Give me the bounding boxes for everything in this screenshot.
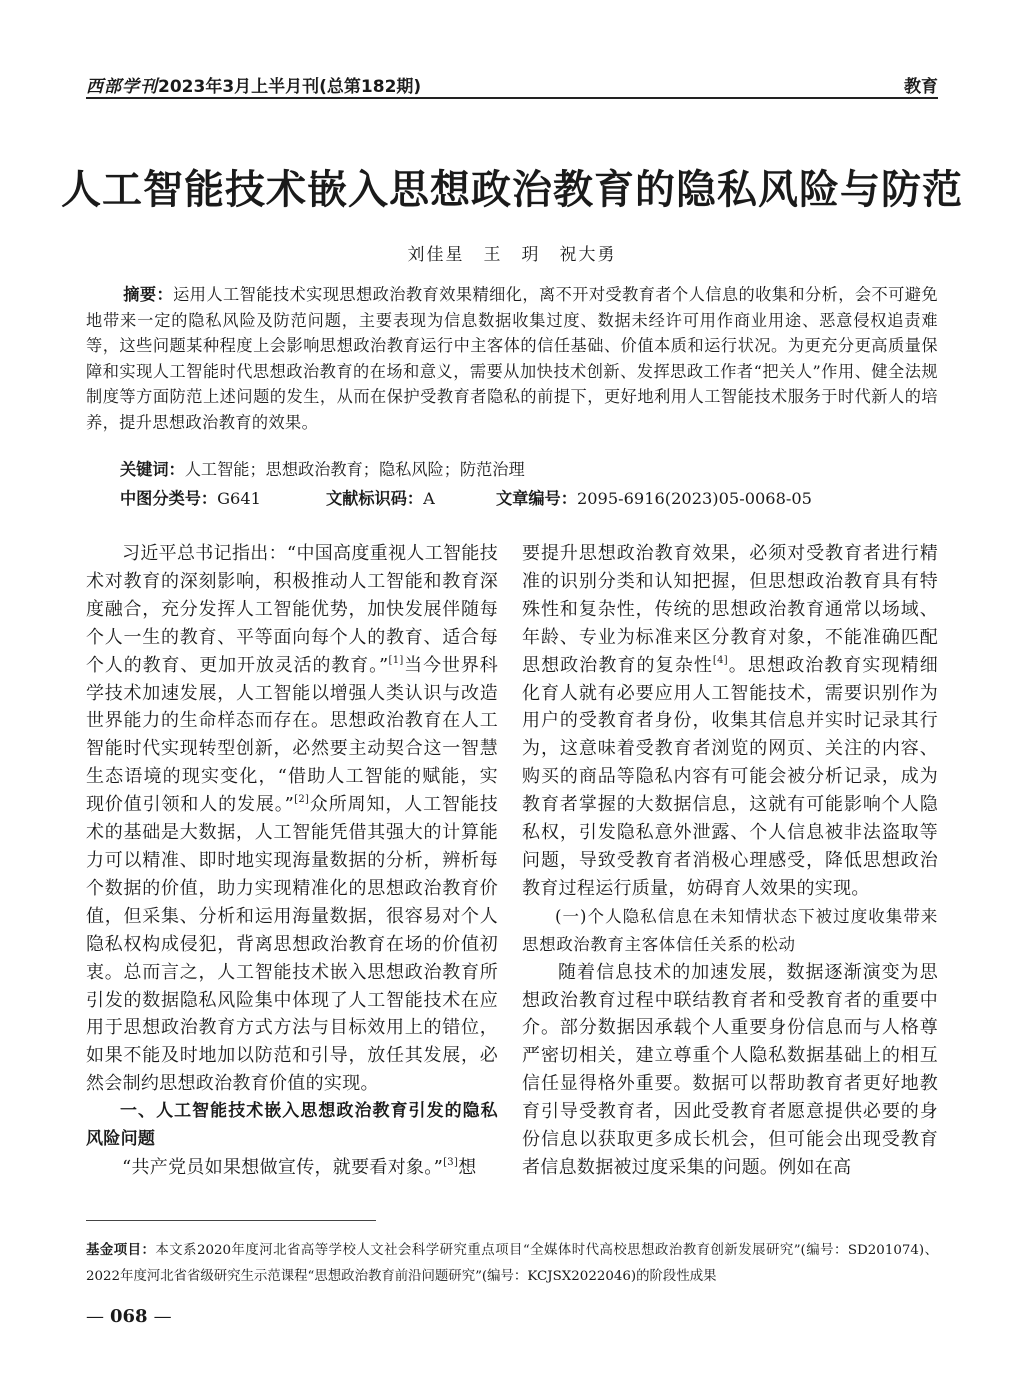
citation-ref: [4] [712,654,728,666]
doc-value: A [423,489,435,508]
text-run: 习近平总书记指出：“中国高度重视人工智能技术对教育的深刻影响，积极推动人工智能和教育深度融合，充分发挥人工智能优势，加快发展伴随每个人一生的教育、平等面向每个人的教育、适合每个人的教育、更加开放灵活的教育。” [86,543,498,676]
article-value: 2095-6916(2023)05-0068-05 [576,489,812,508]
abstract-label: 摘要： [123,285,174,304]
page-number-value: 068 [110,1306,148,1327]
clc-label: 中图分类号： [120,489,218,508]
journal-logo: 西部学刊 [86,77,158,97]
doc-code [326,485,435,509]
footnote-rule [86,1220,376,1221]
text-run: 想 [458,1156,477,1178]
abstract-text: 运用人工智能技术实现思想政治教育效果精细化，离不开对受教育者个人信息的收集和分析，会不可避免地带来一定的隐私风险及防范问题，主要表现为信息数据收集过度、数据未经许可用作商业用途、恶意侵权追责难等，这些问题某种程度上会影响思想政治教育运行中主客体的信任基础、价值本质和运行状况。为更充分更高质量保障和实现人工智能时代思想政治教育的在场和意义，需要从加快技术创新、发挥思政工作者“把关人”作用、健全法规制度等方面防范上述问题的发生，从而在保护受教育者隐私的前提下，更好地利用人工智能技术服务于时代新人的培养，提升思想政治教育的效果。 [86,285,938,432]
keywords-label: 关键词： [120,460,185,479]
clc-code [120,485,261,509]
paragraph [86,1154,498,1182]
article-number [496,485,812,509]
section-heading: 一、人工智能技术嵌入思想政治教育引发的隐私风险问题 [86,1101,498,1150]
article-title: 人工智能技术嵌入思想政治教育的隐私风险与防范 [61,167,963,213]
funding-text: 本文系2020年度河北省高等学校人文社会科学研究重点项目“全媒体时代高校思想政治教育创新发展研究”(编号：SD201074)、2022年度河北省省级研究生示范课程“思想政治教育前沿问题研究”(编号：KCJSX2022046)的阶段性成果 [86,1243,938,1284]
body-column-right [522,540,938,1182]
body-column-left [86,540,498,1182]
text-run: “共产党员如果想做宣传，就要看对象。” [122,1156,444,1178]
abstract [86,282,938,435]
article-label: 文章编号： [496,489,577,508]
page-number: — 068 — [86,1306,172,1327]
clc-value: G641 [217,489,261,508]
keywords-text: 人工智能；思想政治教育；隐私风险；防范治理 [184,460,525,479]
funding-label: 基金项目： [86,1243,156,1258]
funding-note [86,1238,938,1289]
keywords [120,456,525,480]
header-rule [86,97,938,99]
paragraph [86,540,498,1098]
text-run: 要提升思想政治教育效果，必须对受教育者进行精准的识别分类和认知把握，但思想政治教育具有特殊性和复杂性，传统的思想政治教育通常以场域、年龄、专业为标准来区分教育对象，不能准确匹配思想政治教育的复杂性 [522,543,938,676]
running-header [86,70,938,96]
issue-info: 2023年3月上半月刊(总第182期) [158,77,422,97]
classification-line [120,485,938,509]
doc-label: 文献标识码： [326,489,424,508]
citation-ref: [3] [443,1156,459,1168]
paragraph [522,540,938,903]
text-run: 众所周知，人工智能技术的基础是大数据，人工智能凭借其强大的计算能力可以精准、即时地实现海量数据的分析，辨析每个数据的价值，助力实现精准化的思想政治教育价值，但采集、分析和运用海量数据，很容易对个人隐私权构成侵犯，背离思想政治教育在场的价值初衷。总而言之，人工智能技术嵌入思想政治教育所引发的数据隐私风险集中体现了人工智能技术在应用于思想政治教育方式方法与目标效用上的错位，如果不能及时地加以防范和引导，放任其发展，必然会制约思想政治教育价值的实现。 [86,794,498,1095]
text-run: 当今世界科学技术加速发展，人工智能以增强人类认识与改造世界能力的生命样态而存在。思想政治教育在人工智能时代实现转型创新，必然要主动契合这一智慧生态语境的现实变化，“借助人工智能的赋能，实现价值引领和人的发展。” [86,654,498,816]
section-name: 教育 [904,77,938,97]
citation-ref: [1] [388,654,404,666]
text-run: 。思想政治教育实现精细化育人就有必要应用人工智能技术，需要识别作为用户的受教育者身份，收集其信息并实时记录其行为，这意味着受教育者浏览的网页、关注的内容、购买的商品等隐私内容有可能会被分析记录，成为教育者掌握的大数据信息，这就有可能影响个人隐私权，引发隐私意外泄露、个人信息被非法盗取等问题，导致受教育者消极心理感受，降低思想政治教育过程运行质量，妨碍育人效果的实现。 [522,654,938,899]
citation-ref: [2] [294,794,310,806]
paragraph: 随着信息技术的加速发展，数据逐渐演变为思想政治教育过程中联结教育者和受教育者的重要中介。部分数据因承载个人重要身份信息而与人格尊严密切相关，建立尊重个人隐私数据基础上的相互信任显得格外重要。数据可以帮助教育者更好地教育引导受教育者，因此受教育者愿意提供必要的身份信息以获取更多成长机会，但可能会出现受教育者信息数据被过度采集的问题。例如在高 [522,961,938,1178]
authors: 刘佳星 王 玥 祝大勇 [407,245,617,265]
subsection-heading: (一)个人隐私信息在未知情状态下被过度收集带来思想政治教育主客体信任关系的松动 [522,906,938,954]
